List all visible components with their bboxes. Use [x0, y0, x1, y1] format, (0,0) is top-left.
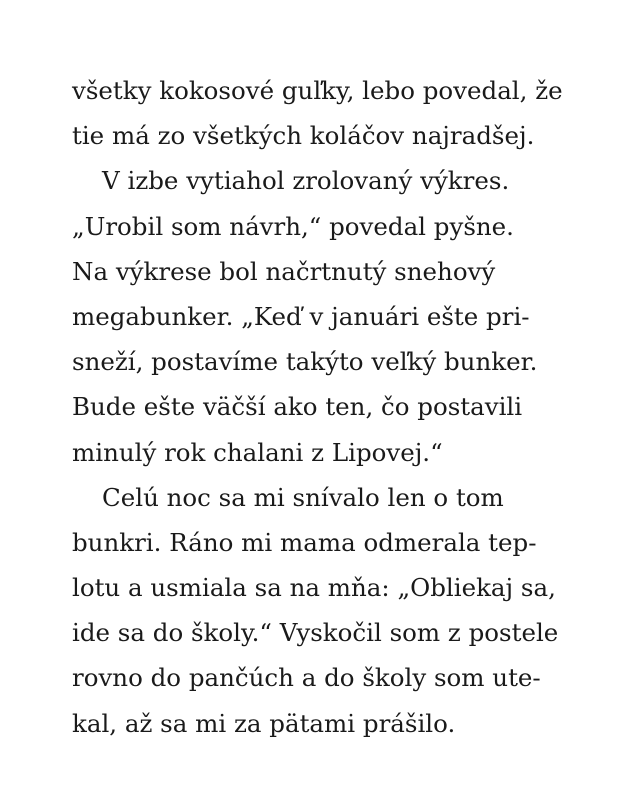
- text-line: rovno do pančúch a do školy som ute-: [72, 663, 541, 693]
- text-line: minulý rok chalani z Lipovej.“: [72, 437, 443, 467]
- text-line: kal, až sa mi za pätami prášilo.: [72, 708, 456, 738]
- text-line: megabunker. „Keď v januári ešte pri-: [72, 301, 530, 331]
- text-line: lotu a usmiala sa na mňa: „Obliekaj sa,: [72, 573, 556, 603]
- text-line: „Urobil som návrh,“ povedal pyšne.: [72, 211, 514, 241]
- paragraph-start-line: V izbe vytiahol zrolovaný výkres.: [102, 166, 510, 196]
- text-line: Na výkrese bol načrtnutý snehový: [72, 256, 496, 286]
- text-line: tie má zo všetkých koláčov najradšej.: [72, 121, 535, 151]
- body-text: [72, 68, 572, 746]
- text-line: ide sa do školy.“ Vyskočil som z postele: [72, 618, 559, 648]
- paragraph-start-line: Celú noc sa mi snívalo len o tom: [102, 482, 504, 512]
- text-line: všetky kokosové guľky, lebo povedal, že: [72, 76, 563, 105]
- text-line: Bude ešte väčší ako ten, čo postavili: [72, 392, 523, 422]
- text-line: bunkri. Ráno mi mama odmerala tep-: [72, 527, 537, 557]
- text-line: sneží, postavíme takýto veľký bunker.: [72, 347, 538, 377]
